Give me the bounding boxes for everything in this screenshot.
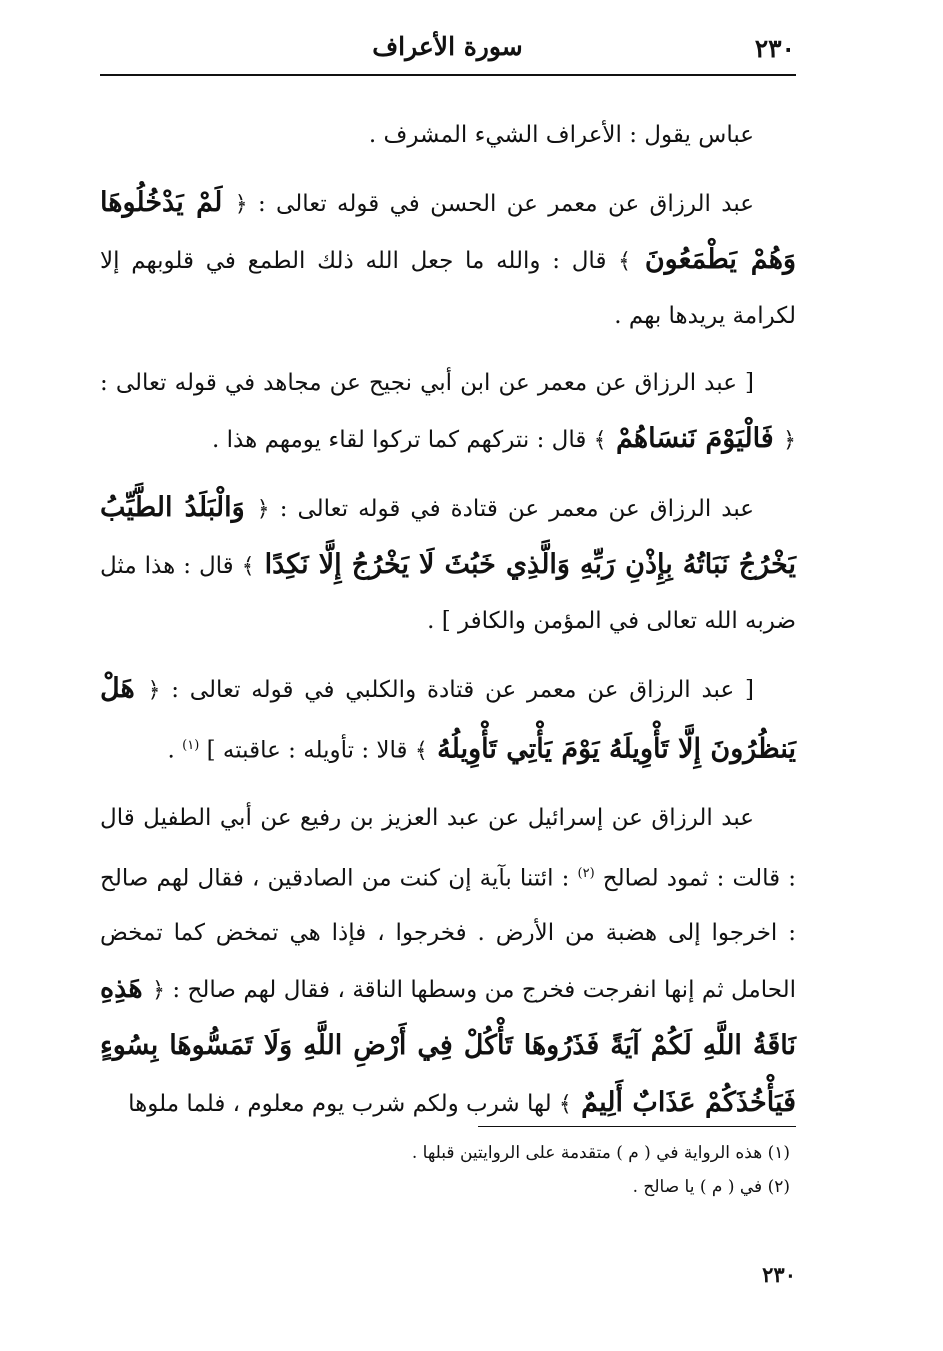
paragraph-p2 — [100, 175, 796, 344]
paragraph-text: لها شرب ولكم شرب يوم معلوم ، فلما ملوها — [128, 1091, 559, 1118]
paragraph-p3 — [100, 356, 796, 468]
footnote-reference: (٢) — [577, 865, 595, 881]
paragraph-text: قال : نتركهم كما تركوا لقاء يومهم هذا . — [212, 427, 594, 453]
quran-verse: هَلْ يَنظُرُونَ إِلَّا تَأْوِيلَهُ يَوْمَ يَأْتِي تَأْوِيلُهُ — [100, 673, 796, 765]
verse-bracket: ﴾ — [618, 249, 632, 274]
footnote-divider — [478, 1126, 796, 1127]
verse-bracket: ﴿ — [256, 497, 270, 522]
verse-bracket: ﴾ — [241, 554, 255, 579]
paragraph-text: عبد الرزاق عن معمر عن الحسن في قوله تعالى : — [247, 191, 754, 217]
footnote-1: (١) هذه الرواية في ( م ) متقدمة على الروايتين قبلها . — [411, 1143, 790, 1163]
quran-verse: وَالْبَلَدُ الطَّيِّبُ يَخْرُجُ نَبَاتُهُ بِإِذْنِ رَبِّهِ وَالَّذِي خَبُثَ لَا يَخْرُجُ إِلَّا نَكِدًا — [100, 492, 796, 580]
verse-bracket: ﴾ — [414, 738, 428, 764]
paragraph-p6 — [100, 791, 796, 1133]
verse-bracket: ﴿ — [152, 978, 165, 1004]
footnote-2: (٢) في ( م ) يا صالح . — [632, 1177, 790, 1197]
paragraph-p1 — [100, 108, 796, 163]
footnotes — [100, 1136, 790, 1204]
verse-bracket: ﴾ — [593, 428, 607, 453]
verse-bracket: ﴿ — [234, 192, 248, 217]
header-divider — [100, 74, 796, 76]
paragraph-p5 — [100, 661, 796, 779]
paragraph-text: عبد الرزاق عن معمر عن قتادة في قوله تعالى : — [269, 496, 754, 522]
quran-verse: فَالْيَوْمَ نَنسَاهُمْ — [606, 423, 784, 454]
paragraph-text: [ عبد الرزاق عن معمر عن قتادة والكلبي في قوله تعالى : — [160, 677, 754, 703]
paragraph-text: قال : هذا مثل ضربه الله تعالى في المؤمن والكافر ] . — [100, 553, 796, 634]
page-body — [100, 108, 796, 1132]
quran-verse: لَمْ يَدْخُلُوهَا وَهُمْ يَطْمَعُونَ — [100, 187, 796, 275]
paragraph-p4 — [100, 480, 796, 649]
verse-bracket: ﴿ — [783, 428, 796, 453]
paragraph-text: عبد الرزاق عن إسرائيل عن عبد العزيز بن رفيع عن أبي الطفيل قال : قالت : ثمود لصالح — [100, 804, 796, 892]
paragraph-text: قال : والله ما جعل الله ذلك الطمع في قلوبهم إلا لكرامة يريدها بهم . — [100, 248, 796, 329]
header-page-number: ٢٣٠ — [754, 34, 795, 63]
paragraph-text: قالا : تأويله : عاقبته ] — [199, 737, 415, 764]
paragraph-text: . — [167, 737, 183, 764]
footnote-reference: (١) — [182, 738, 200, 753]
page-header — [100, 30, 795, 70]
paragraph-text: [ عبد الرزاق عن معمر عن ابن أبي نجيح عن مجاهد في قوله تعالى : — [100, 370, 754, 396]
footer-page-number: ٢٣٠ — [762, 1262, 796, 1287]
verse-bracket: ﴿ — [147, 678, 161, 703]
paragraph-text: عباس يقول : الأعراف الشيء المشرف . — [368, 122, 754, 148]
quran-verse: هَذِهِ نَاقَةُ اللَّهِ لَكُمْ آيَةً فَذَرُوهَا تَأْكُلْ فِي أَرْضِ اللَّهِ وَلَا تَمَسُّوهَا بِسُوءٍ فَيَأْخُذَكُمْ عَذَابٌ أَلِيمٌ — [100, 973, 796, 1119]
verse-bracket: ﴾ — [558, 1092, 572, 1118]
surah-title: سورة الأعراف — [372, 32, 523, 61]
paragraph-text: : ائتنا بآية إن كنت من الصادقين ، فقال لهم صالح : اخرجوا إلى هضبة من الأرض . فخرجوا ، فإذا هي تمخض كما تمخض الحامل ثم إنها انفرجت فخرج من وسطها الناقة ، فقال لهم صالح : — [100, 865, 797, 1004]
